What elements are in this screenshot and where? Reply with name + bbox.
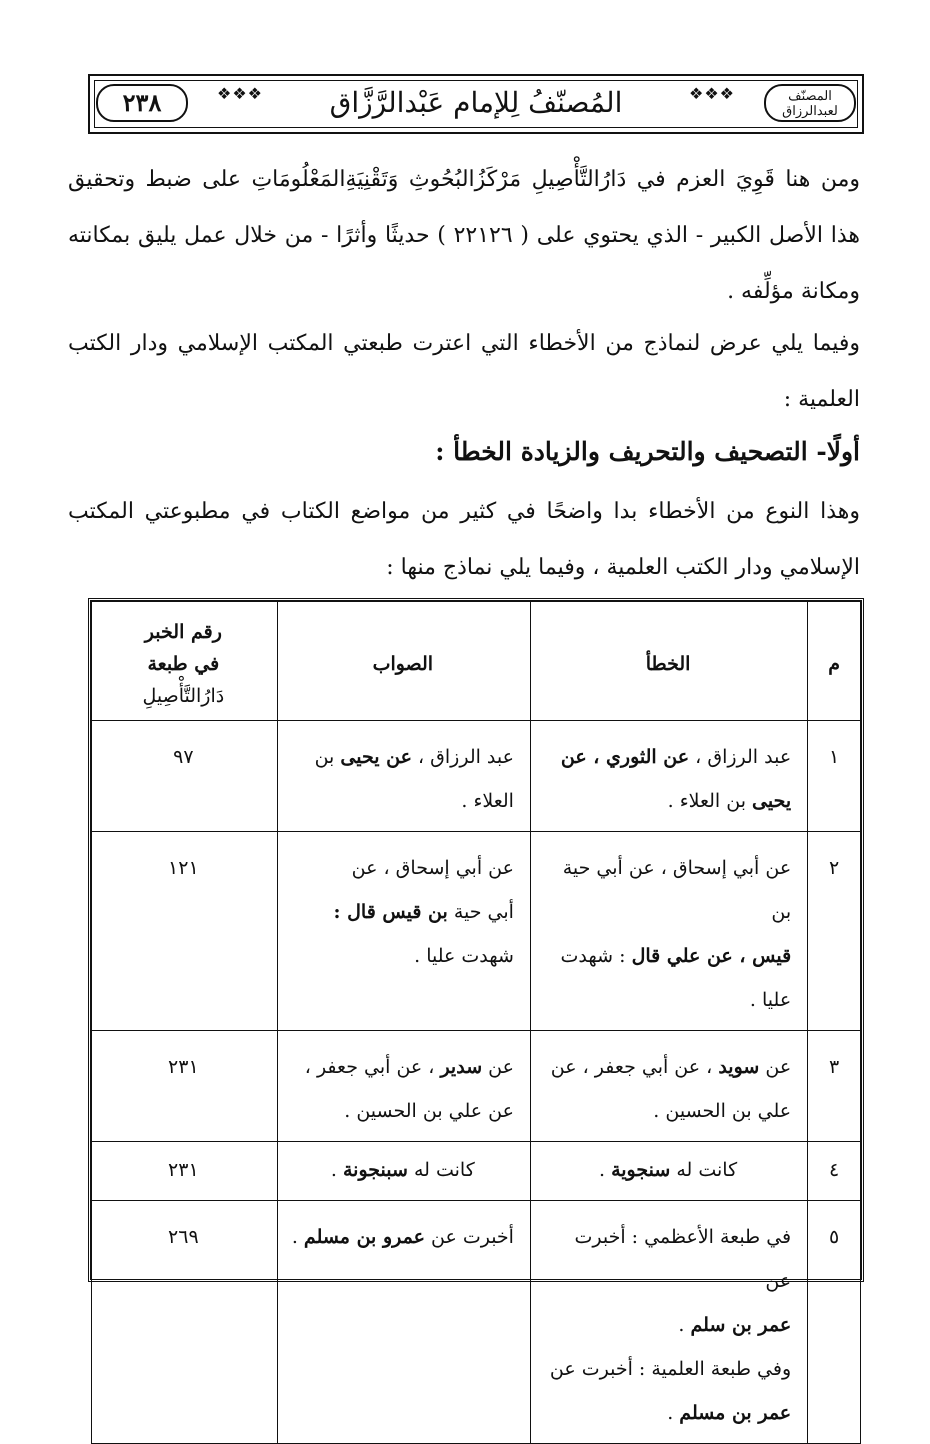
ornament-left: ❖❖❖ bbox=[216, 85, 264, 103]
row-error bbox=[530, 1201, 807, 1444]
error-highlight: عن الثوري ، عن bbox=[560, 746, 690, 768]
error-text: بن العلاء . bbox=[667, 790, 753, 812]
error-text: . bbox=[678, 1314, 691, 1336]
header-ref-prefix: في طبعة bbox=[147, 653, 220, 675]
row-error bbox=[530, 1031, 807, 1142]
correct-text: ، عن أبي جعفر ، bbox=[304, 1056, 441, 1078]
row-num: ٢ bbox=[808, 832, 861, 1031]
row-error bbox=[530, 832, 807, 1031]
header-ref-line2 bbox=[106, 648, 261, 712]
error-highlight: قيس ، عن علي قال bbox=[631, 945, 792, 967]
row-correct bbox=[277, 832, 530, 1031]
row-ref: ٢٣١ bbox=[92, 1142, 278, 1201]
table-row bbox=[92, 1201, 861, 1444]
row-ref: ٩٧ bbox=[92, 721, 278, 832]
error-highlight: عمر بن مسلم bbox=[679, 1402, 792, 1424]
correct-highlight: سبنجونة bbox=[342, 1159, 408, 1181]
error-text: وفي طبعة العلمية : أخبرت عن bbox=[549, 1358, 792, 1380]
error-text: عن أبي إسحاق ، عن أبي حية بن bbox=[562, 857, 792, 923]
error-text: : شهدت bbox=[560, 945, 632, 967]
correct-text: أبي حية bbox=[447, 901, 514, 923]
correct-text: عن bbox=[482, 1056, 514, 1078]
error-text: ، عن أبي جعفر ، عن bbox=[550, 1056, 719, 1078]
error-text: . bbox=[667, 1402, 680, 1424]
correct-text: عن أبي إسحاق ، عن bbox=[351, 857, 514, 879]
correct-text: العلاء . bbox=[461, 790, 514, 812]
correct-text: . bbox=[330, 1159, 343, 1181]
error-highlight: سويد bbox=[718, 1056, 760, 1078]
ornament-right: ❖❖❖ bbox=[688, 85, 736, 103]
error-highlight: يحيى bbox=[752, 790, 792, 812]
paragraph-errors-intro: وفيما يلي عرض لنماذج من الأخطاء التي اعترت طبعتي المكتب الإسلامي ودار الكتب العلمية : bbox=[68, 331, 860, 412]
error-text: عليا . bbox=[749, 989, 792, 1011]
table-header-row bbox=[92, 602, 861, 721]
error-text: . bbox=[598, 1159, 612, 1181]
error-text: علي بن الحسين . bbox=[653, 1100, 792, 1122]
error-text: عن bbox=[759, 1056, 792, 1078]
correct-text: عن علي بن الحسين . bbox=[344, 1100, 514, 1122]
row-correct bbox=[277, 1201, 530, 1444]
page-number: ٢٣٨ bbox=[96, 84, 188, 122]
row-num: ٥ bbox=[808, 1201, 861, 1444]
correct-text: شهدت عليا . bbox=[414, 945, 514, 967]
correct-text: بن bbox=[314, 746, 341, 768]
table-row bbox=[92, 832, 861, 1031]
row-ref: ٢٦٩ bbox=[92, 1201, 278, 1444]
row-num: ٤ bbox=[808, 1142, 861, 1201]
row-correct bbox=[277, 1031, 530, 1142]
correct-text: أخبرت عن bbox=[424, 1226, 514, 1248]
table-row bbox=[92, 1142, 861, 1201]
correct-highlight: عمرو بن مسلم bbox=[303, 1226, 425, 1248]
row-correct bbox=[277, 1142, 530, 1201]
error-text: عبد الرزاق ، bbox=[689, 746, 792, 768]
section-heading: أولًا- التصحيف والتحريف والزيادة الخطأ : bbox=[435, 437, 860, 466]
correct-highlight: عن يحيى bbox=[340, 746, 412, 768]
error-text: كانت له bbox=[670, 1159, 738, 1181]
header-ref bbox=[92, 602, 278, 721]
row-error bbox=[530, 1142, 807, 1201]
correct-text: عبد الرزاق ، bbox=[411, 746, 514, 768]
page-header bbox=[88, 74, 864, 134]
row-correct bbox=[277, 721, 530, 832]
row-error bbox=[530, 721, 807, 832]
row-num: ٣ bbox=[808, 1031, 861, 1142]
book-title: المُصنّفُ لِلإمام عَبْدالرَّزَّاق bbox=[329, 86, 623, 119]
header-error: الخطأ bbox=[530, 602, 807, 721]
book-logo: المصنّف لعبدالرزاق bbox=[764, 84, 856, 122]
error-highlight: عمر بن سلم bbox=[690, 1314, 792, 1336]
header-ref-publisher: دَارُالتَّأْصِيلِ bbox=[142, 685, 225, 707]
correct-highlight: سدير bbox=[440, 1056, 483, 1078]
table-row bbox=[92, 1031, 861, 1142]
paragraph-intro: ومن هنا قَوِيَ العزم في دَارُالتَّأْصِيلِ مَرْكَزُالبُحُوثِ وَتَقْنِيَةِالمَعْلُومَاتِ على ضبط وتحقيق هذا الأصل الكبير - الذي يحتوي على ( ٢٢١٢٦ ) حديثًا وأثرًا - من خلال عمل يليق بمكانته ومكانة مؤلِّفه . bbox=[68, 167, 860, 304]
header-num: م bbox=[808, 602, 861, 721]
header-correct: الصواب bbox=[277, 602, 530, 721]
errors-table bbox=[91, 601, 861, 1444]
row-ref: ٢٣١ bbox=[92, 1031, 278, 1142]
correct-text: كانت له bbox=[407, 1159, 475, 1181]
correct-text: . bbox=[291, 1226, 304, 1248]
paragraph-examples-intro: وهذا النوع من الأخطاء بدا واضحًا في كثير من مواضع الكتاب في مطبوعتي المكتب الإسلامي ودار الكتب العلمية ، وفيما يلي نماذج منها : bbox=[68, 499, 860, 580]
header-ref-line1: رقم الخبر bbox=[144, 621, 222, 643]
row-ref: ١٢١ bbox=[92, 832, 278, 1031]
row-num: ١ bbox=[808, 721, 861, 832]
error-text: في طبعة الأعظمي : أخبرت عن bbox=[574, 1226, 792, 1292]
correct-highlight: بن قيس قال : bbox=[333, 901, 448, 923]
errors-table-frame bbox=[88, 598, 864, 1424]
table-row bbox=[92, 721, 861, 832]
error-highlight: سنجوية bbox=[611, 1159, 671, 1181]
